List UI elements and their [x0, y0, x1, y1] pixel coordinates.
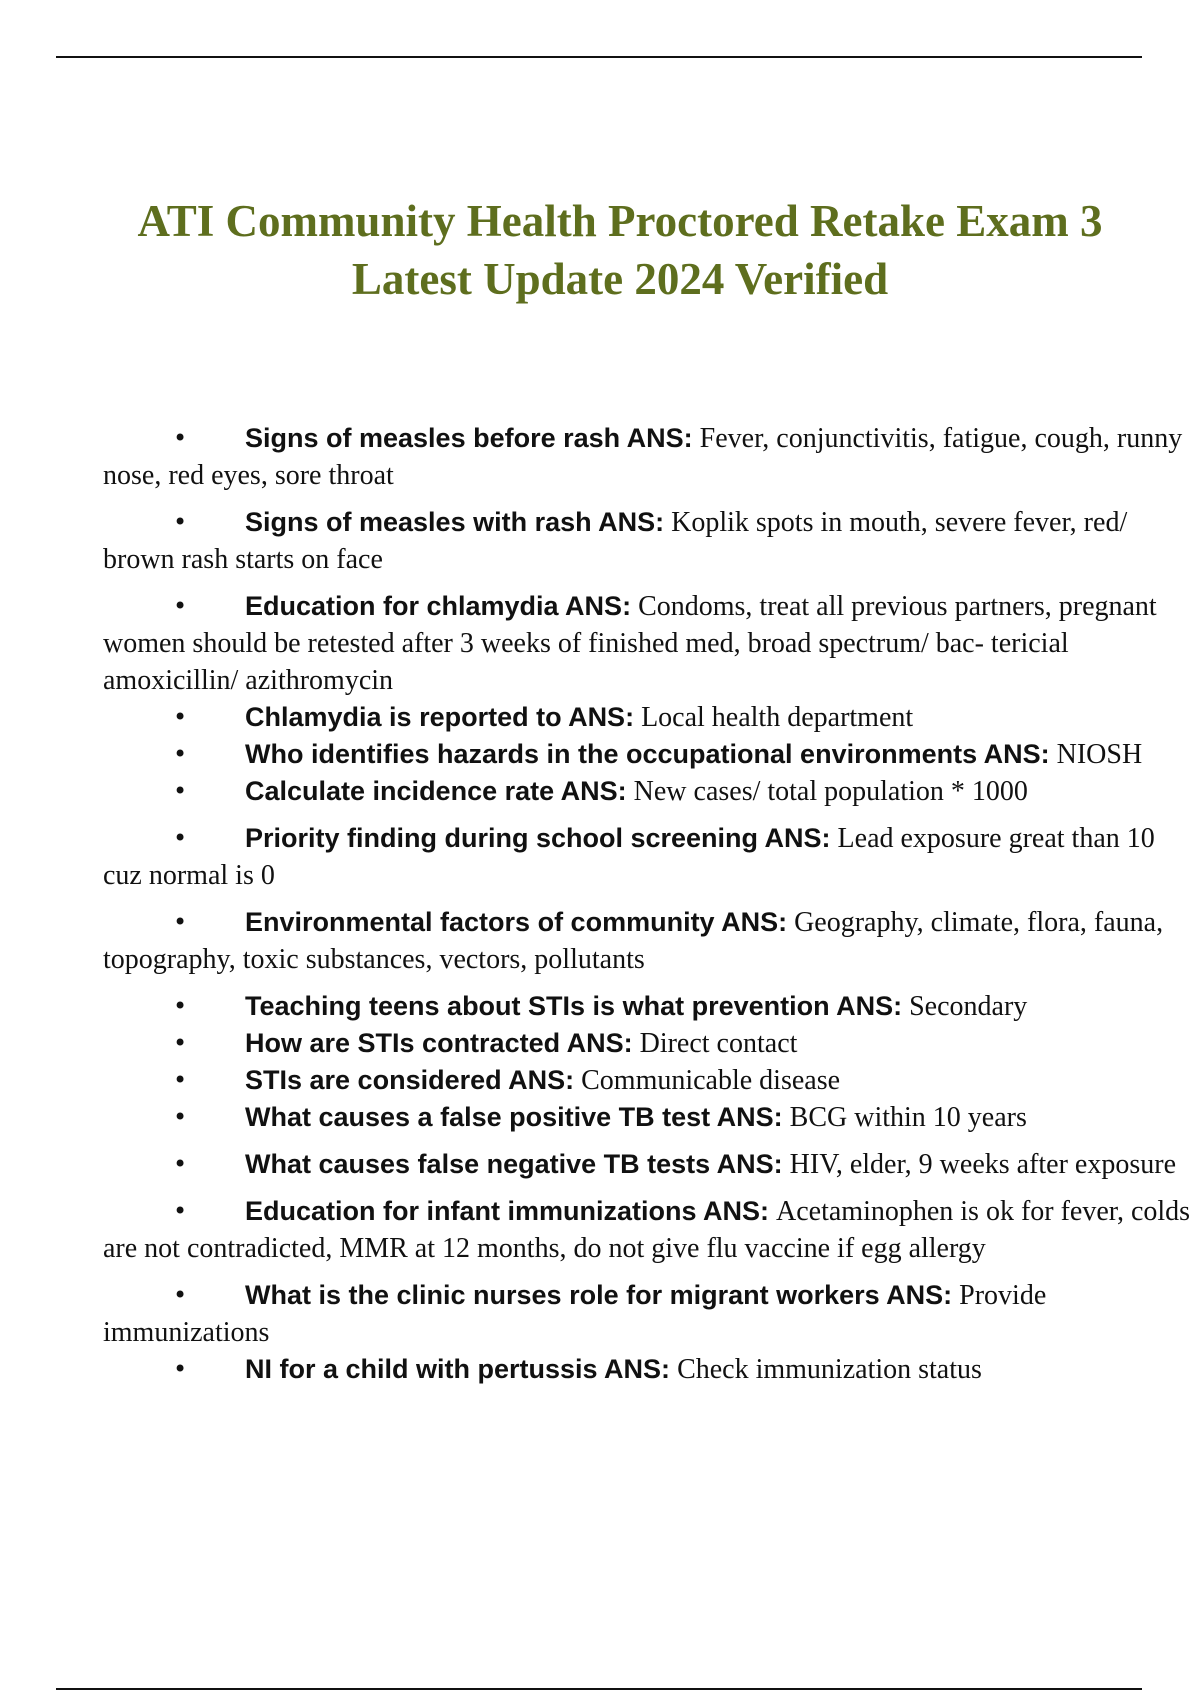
question: Priority finding during school screening ANS: [245, 823, 831, 853]
list-item [103, 988, 1193, 1025]
list-item [103, 904, 1193, 978]
question: How are STIs contracted ANS: [245, 1028, 633, 1058]
answer: Acetaminophen is ok for fever, colds are not contradicted, MMR at 12 months, do not give flu vaccine if egg allergy [103, 1196, 1191, 1264]
list-item [103, 420, 1193, 494]
list-item [103, 588, 1193, 699]
answer: Local health department [641, 702, 914, 733]
answer: Fever, conjunctivitis, fatigue, cough, runny nose, red eyes, sore throat [103, 423, 1183, 491]
list-item [103, 504, 1193, 578]
question: Chlamydia is reported to ANS: [245, 702, 635, 732]
answer: Lead exposure great than 10 cuz normal is 0 [103, 823, 1155, 891]
question: Teaching teens about STIs is what prevention ANS: [245, 991, 903, 1021]
list-item [103, 1025, 1193, 1062]
answer: New cases/ total population * 1000 [633, 776, 1028, 807]
answer: Direct contact [639, 1028, 798, 1059]
question: Environmental factors of community ANS: [245, 907, 788, 937]
question: Education for chlamydia ANS: [245, 591, 632, 621]
question: What causes false negative TB tests ANS: [245, 1149, 783, 1179]
list-item [103, 1277, 1193, 1351]
question: NI for a child with pertussis ANS: [245, 1354, 671, 1384]
answer: Communicable disease [581, 1065, 841, 1096]
list-item [103, 1099, 1193, 1136]
title-line-2: Latest Update 2024 Verified [351, 254, 889, 304]
list-item [103, 1062, 1193, 1099]
answer: Condoms, treat all previous partners, pregnant women should be retested after 3 weeks of finished med, broad spectrum/ bac- tericial amoxicillin/ azithromycin [103, 591, 1157, 696]
question-answer-list [103, 420, 1193, 1388]
list-item [103, 736, 1193, 773]
question: Education for infant immunizations ANS: [245, 1196, 769, 1226]
answer: BCG within 10 years [789, 1102, 1027, 1133]
list-item [103, 1146, 1193, 1183]
answer: Geography, climate, flora, fauna, topography, toxic substances, vectors, pollutants [103, 907, 1164, 975]
answer: NIOSH [1056, 739, 1143, 770]
answer: Secondary [909, 991, 1028, 1022]
question: What is the clinic nurses role for migrant workers ANS: [245, 1280, 953, 1310]
list-item [103, 820, 1193, 894]
document-title [0, 192, 1200, 308]
list-item [103, 699, 1193, 736]
question: Who identifies hazards in the occupational environments ANS: [245, 739, 1050, 769]
question: Signs of measles before rash ANS: [245, 423, 693, 453]
answer: Provide immunizations [103, 1280, 1047, 1348]
question: Calculate incidence rate ANS: [245, 776, 627, 806]
question: What causes a false positive TB test ANS: [245, 1102, 783, 1132]
answer: Koplik spots in mouth, severe fever, red/ brown rash starts on face [103, 507, 1128, 575]
list-item [103, 1351, 1193, 1388]
question: Signs of measles with rash ANS: [245, 507, 665, 537]
answer: Check immunization status [677, 1354, 982, 1385]
list-item [103, 1193, 1193, 1267]
list-item [103, 773, 1193, 810]
question: STIs are considered ANS: [245, 1065, 575, 1095]
bottom-divider [56, 1688, 1142, 1690]
top-divider [56, 56, 1142, 58]
title-line-1: ATI Community Health Proctored Retake Exam 3 [137, 196, 1103, 246]
answer: HIV, elder, 9 weeks after exposure [789, 1149, 1176, 1180]
